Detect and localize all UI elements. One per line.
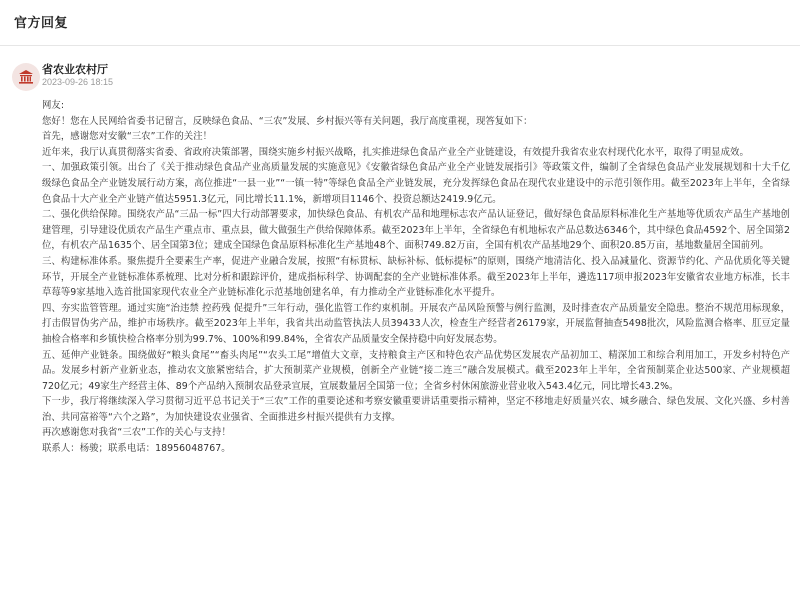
reply-thanks: 首先，感谢您对安徽“三农”工作的关注！ [42,131,213,143]
reply-greeting: 网友: [42,100,65,111]
reply-section-industry-chain: 五、延伸产业链条。围绕做好“粮头食尾”“畜头肉尾”“农头工尾”增值大文章，支持粮食主产区和特色农产品优势区发展农产品初加工、精深加工和综合利用加工，开发乡村特色产品。发展乡村新产业新业态，推动农文旅紧密结合，扩大预制菜产业规模，创新全产业链“接二连三”融合发展模式。截至2023年上半年，全省预制菜企业达500家、产业规模超720亿元；49家生产经营主体、89个产品纳入预制农品登录宣展，宣展数量居全国第一位；全省乡村休闲旅游业营业收入543.4亿元，同比增长43.2%。 [42,349,790,392]
reply-section-policy: 一、加强政策引领。出台了《关于推动绿色食品产业高质量发展的实施意见》《安徽省绿色食品产业全产业链发展指引》等政策文件，编制了全省绿色食品产业发展规划和十大千亿级绿色食品全产业链发展行动方案，高位推进“一县一业”“一镇一特”等绿色食品全产业链发展，充分发挥绿色食品在现代农业建设中的示范引领作用。截至2023年上半年，全省绿色食品十大产业全产业链产值达5951.3亿元，同比增长11.1%，新增项目1146个、投资总额达2419.9亿元。 [42,162,790,205]
reply-closing: 再次感谢您对我省“三农”工作的关心与支持！ [42,427,231,439]
reply-section-supply: 二、强化供给保障。围绕农产品“三品一标”四大行动部署要求，加快绿色食品、有机农产品和地理标志农产品认证登记，做好绿色食品原料标准化生产基地等优质农产品生产基地创建管理，引导建设优质农产品生产重点市、重点县，做大做强生产供给保障体系。截至2023年上半年，全省绿色有机地标农产品总数达6346个，其中绿色食品4592个、居全国第2位，有机农产品1635个、居全国第3位；建成全国绿色食品原料标准化生产基地48个、面积749.82万亩，全国有机农产品基地29个、面积20.85万亩，基地数量居全国前列。 [42,209,790,252]
reply-contact: 联系人：杨骏；联系电话：18956048767。 [42,443,231,455]
department-avatar [12,63,40,91]
reply-intro: 您好！您在人民网给省委书记留言，反映绿色食品、“三农”发展、乡村振兴等有关问题，我厅高度重视，现答复如下： [42,115,533,127]
reply-section-supervision: 四、夯实监管管理。通过实施“治违禁 控药残 促提升”三年行动，强化监管工作约束机制。开展农产品风险预警与例行监测，及时排查农产品质量安全隐患。整治不规范用标现象，打击假冒伪劣产品，维护市场秩序。截至2023年上半年，我省共出动监管执法人员39433人次，检查生产经营者26179家，开展监督抽查5498批次，风险监测合格率、肛豆定量抽检合格率和乡镇快检合格率分别为99.7%、100%和99.84%，全省农产品质量安全保持稳中向好发展态势。 [42,302,790,345]
reply-next-steps: 下一步，我厅将继续深入学习贯彻习近平总书记关于“三农”工作的重要论述和考察安徽重要讲话重要指示精神，坚定不移地走好质量兴农、城乡融合、绿色发展、文化兴盛、乡村善治、共同富裕等“六个之路”，为加快建设农业强省、全面推进乡村振兴提供有力支撑。 [42,396,790,423]
reply-summary: 近年来，我厅认真贯彻落实省委、省政府决策部署，围绕实施乡村振兴战略，扎实推进绿色食品产业全产业链建设，有效提升我省农业农村现代化水平，取得了明显成效。 [42,146,749,158]
reply-section-standards: 三、构建标准体系。聚焦提升全要素生产率，促进产业融合发展，按照“有标贯标、缺标补标、低标提标”的原则，围绕产地清洁化、投入品减量化、资源节约化、产品优质化等关键环节，开展全产业链标准体系梳理、比对分析和跟踪评价，建成指标科学、协调配套的全产业链标准体系。截至2023年上半年，遴选117项申报2023年安徽省农业地方标准，长丰草莓等9家基地入选首批国家现代农业全产业链标准化示范基地创建名单，有力推动全产业链标准化水平提升。 [42,255,790,299]
reply-body [42,98,790,457]
header-divider [0,45,800,46]
department-name: 省农业农村厅 [42,63,108,76]
reply-timestamp: 2023-09-26 18:15 [42,77,114,87]
page-header-title: 官方回复 [14,16,69,31]
government-building-icon [17,68,35,86]
